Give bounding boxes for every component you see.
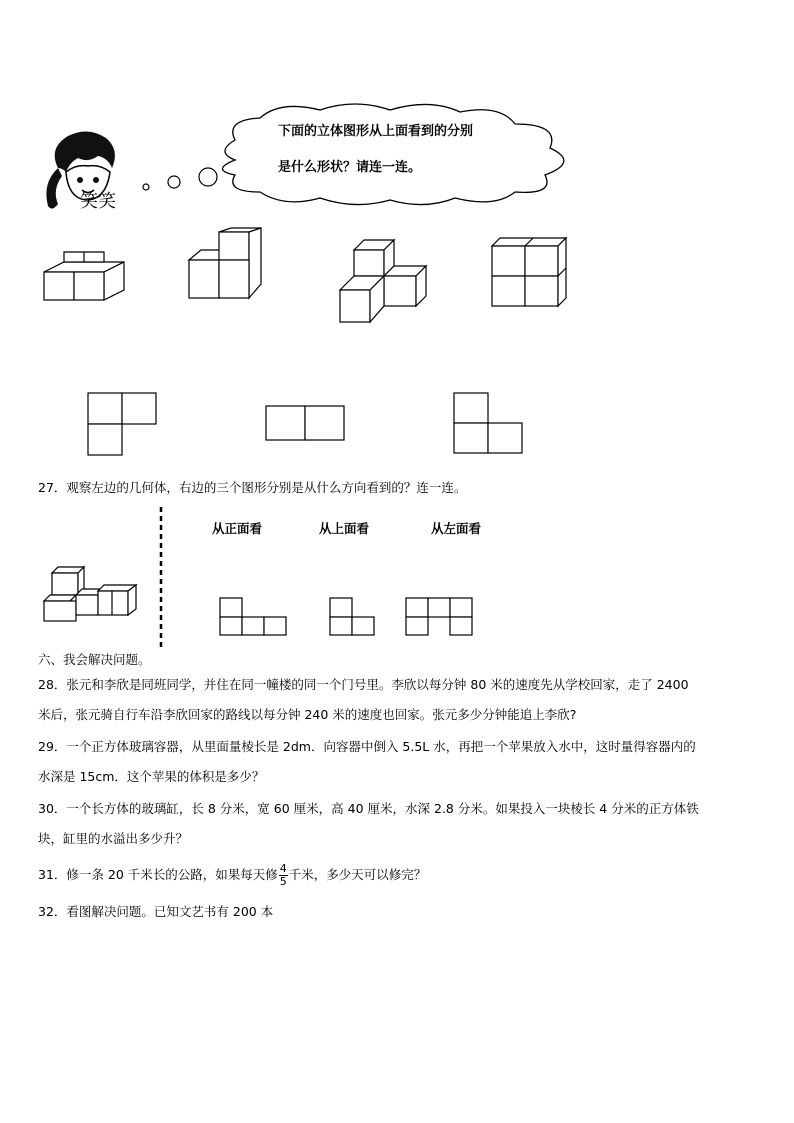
q27-solid	[42, 565, 140, 623]
question-32: 32．看图解决问题。已知文艺书有 200 本	[38, 904, 274, 919]
q27-view-shape-2	[330, 598, 376, 638]
question-31	[38, 862, 426, 888]
top-view-shape-3	[454, 393, 526, 455]
solid-figure-3	[340, 238, 430, 324]
question-31-after: 千米，多少天可以修完？	[288, 867, 427, 882]
view-label-top: 从上面看	[319, 521, 370, 536]
question-30-line-1: 30．一个长方体的玻璃缸，长 8 分米，宽 60 厘米，高 40 厘米，水深 2.8 分米。如果投入一块棱长 4 分米的正方体铁	[38, 801, 699, 816]
section-6-title: 六、我会解决问题。	[38, 652, 151, 667]
dashed-divider	[159, 507, 163, 649]
top-view-shape-2	[266, 406, 346, 442]
view-label-front: 从正面看	[212, 521, 263, 536]
question-31-before: 31．修一条 20 千米长的公路，如果每天修	[38, 867, 278, 882]
solid-figure-4	[492, 238, 568, 308]
top-view-shape-1	[88, 393, 158, 457]
bubble-line-2: 是什么形状？请连一连。	[278, 160, 422, 175]
question-29-line-1: 29．一个正方体玻璃容器，从里面量棱长是 2dm．向容器中倒入 5.5L 水，再把一个苹果放入水中，这时量得容器内的	[38, 739, 696, 754]
bubble-line-1: 下面的立体图形从上面看到的分别	[278, 124, 474, 139]
fraction-four-fifths	[279, 863, 288, 888]
solid-figure-2	[189, 228, 263, 300]
question-30-line-2: 块，缸里的水溢出多少升？	[38, 831, 189, 846]
girl-label: 笑笑	[80, 191, 116, 212]
question-28-line-2: 米后，张元骑自行车沿李欣回家的路线以每分钟 240 米的速度也回家。张元多少分钟能追上李欣?	[38, 707, 577, 722]
fraction-numerator: 4	[279, 862, 287, 875]
q27-view-shape-3	[406, 598, 474, 638]
question-28-line-1: 28．张元和李欣是同班同学，并住在同一幢楼的同一个门号里。李欣以每分钟 80 米的速度先从学校回家，走了 2400	[38, 677, 689, 692]
thought-bubble	[140, 100, 585, 210]
solid-figure-1	[44, 246, 124, 302]
q27-view-shape-1	[220, 598, 288, 638]
question-29-line-2: 水深是 15cm．这个苹果的体积是多少？	[38, 769, 265, 784]
question-27-text: 27．观察左边的几何体，右边的三个图形分别是从什么方向看到的？连一连。	[38, 480, 467, 495]
fraction-denominator: 5	[279, 875, 287, 888]
view-label-left: 从左面看	[431, 521, 482, 536]
